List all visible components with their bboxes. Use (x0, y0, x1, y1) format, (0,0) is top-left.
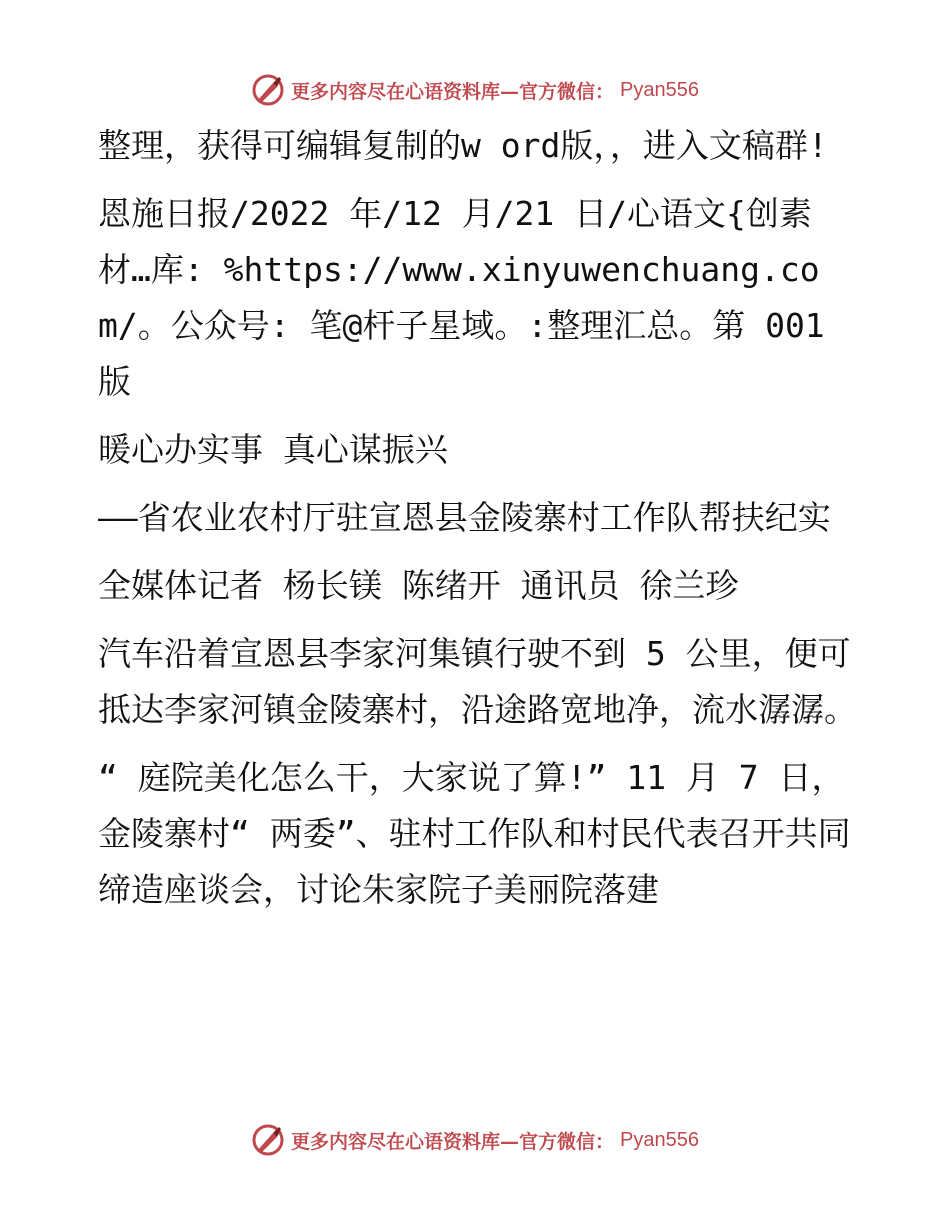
footer-watermark (0, 1120, 950, 1160)
pen-logo-icon (251, 73, 285, 107)
watermark-wechat-id: Pyan556 (620, 78, 699, 101)
watermark-text: 更多内容尽在心语资料库—官方微信： (291, 1130, 615, 1153)
paragraph-body-1: 汽车沿着宣恩县李家河集镇行驶不到 5 公里，便可抵达李家河镇金陵寨村，沿途路宽地净，流水潺潺。 (98, 634, 857, 729)
paragraph-source: 恩施日报/2022 年/12 月/21 日/心语文{创素材…库: %https://www.xinyuwenchuang.com/。公众号: 笔@杆子星域。:整理汇总。第 001 版 (98, 194, 825, 401)
paragraph-body-2: “ 庭院美化怎么干，大家说了算!” 11 月 7 日，金陵寨村“ 两委”、驻村工作队和村民代表召开共同缔造座谈会，讨论朱家院子美丽院落建 (98, 758, 851, 909)
pen-logo-icon (251, 1123, 285, 1157)
article-byline: 全媒体记者 杨长镁 陈绪开 通讯员 徐兰珍 (98, 566, 739, 605)
header-watermark (0, 70, 950, 110)
article-subtitle: ——省农业农村厅驻宣恩县金陵寨村工作队帮扶纪实 (98, 498, 831, 537)
watermark-text: 更多内容尽在心语资料库—官方微信： (291, 80, 615, 103)
article-title: 暖心办实事 真心谋振兴 (98, 430, 448, 469)
watermark-wechat-id: Pyan556 (620, 1128, 699, 1151)
document-body (98, 118, 858, 930)
paragraph-intro: 整理，获得可编辑复制的w ord版，，进入文稿群! (98, 126, 828, 165)
